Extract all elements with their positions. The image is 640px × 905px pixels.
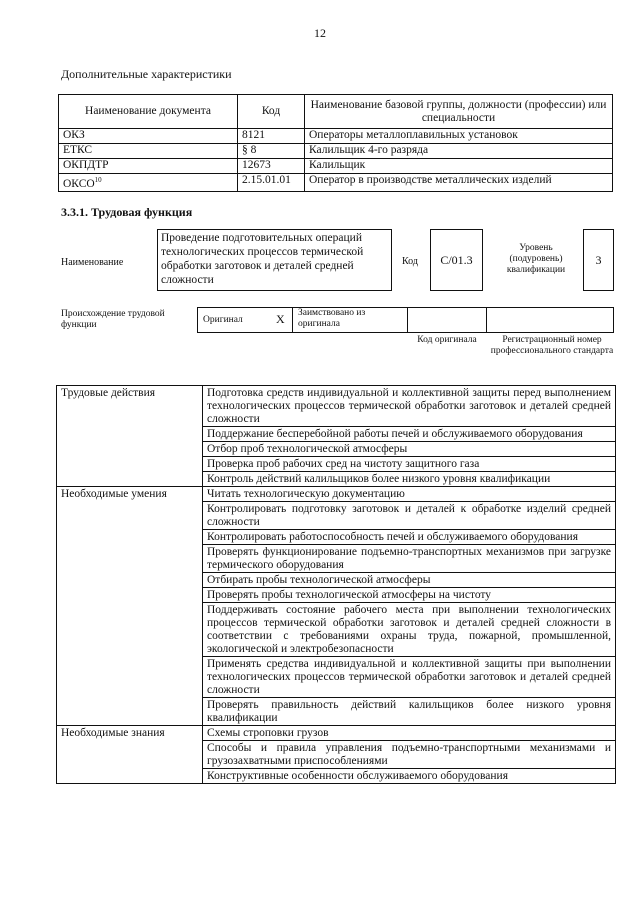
header-group-name: Наименование базовой группы, должности (профессии) или специальности (305, 95, 613, 129)
divider (486, 307, 487, 333)
detail-item: Проверять правильность действий калильщиков более низкого уровня квалификации (203, 698, 616, 726)
borrowed-label: Заимствовано из оригинала (298, 308, 366, 329)
divider (407, 307, 408, 333)
detail-item: Проверка проб рабочих сред на чистоту защитного газа (203, 457, 616, 472)
name-cell: Операторы металлоплавильных установок (305, 129, 613, 144)
name-cell: Оператор в производстве металлических изделий (305, 174, 613, 192)
origin-label: Происхождение трудовой функции (61, 309, 165, 330)
detail-item: Применять средства индивидуальной и коллективной защиты при выполнении технологических процессов термической обработки заготовок и деталей средней сложности (203, 657, 616, 698)
detail-item: Схемы строповки грузов (203, 726, 616, 741)
code-cell: 2.15.01.01 (238, 174, 305, 192)
reg-number-label: Регистрационный номер профессионального стандарта (490, 335, 614, 356)
code-label: Код (402, 256, 418, 267)
skills-label: Необходимые умения (57, 487, 203, 726)
doc-cell: ЕТКС (59, 144, 238, 159)
table-row (59, 144, 613, 159)
knowledge-label: Необходимые знания (57, 726, 203, 784)
detail-item: Подготовка средств индивидуальной и коллективной защиты перед выполнением технологических процессов термической обработки заготовок и деталей средней сложности (203, 386, 616, 427)
function-code-value: С/01.3 (430, 229, 483, 291)
section-title: Дополнительные характеристики (61, 67, 232, 81)
header-code: Код (238, 95, 305, 129)
doc-cell: ОКЗ (59, 129, 238, 144)
page-number: 12 (314, 26, 326, 40)
table-row (59, 174, 613, 192)
code-cell: § 8 (238, 144, 305, 159)
table-row (57, 726, 616, 741)
additional-characteristics-table (58, 94, 613, 192)
detail-item: Контроль действий калильщиков более низкого уровня квалификации (203, 472, 616, 487)
original-mark: X (276, 312, 285, 326)
function-heading: 3.3.1. Трудовая функция (61, 205, 193, 219)
header-document: Наименование документа (59, 95, 238, 129)
table-row (59, 159, 613, 174)
level-label: Уровень (подуровень) квалификации (506, 243, 566, 275)
code-cell: 8121 (238, 129, 305, 144)
function-name-value: Проведение подготовительных операций технологических процессов термической обработки заготовок и деталей средней сложности (157, 229, 392, 291)
detail-item: Способы и правила управления подъемно-транспортными механизмами и грузозахватными приспособлениями (203, 741, 616, 769)
detail-item: Поддерживать состояние рабочего места при выполнении технологических процессов термической обработки заготовок и деталей средней сложности в соответствии с требованиями охраны труда, пожарной, промышленной, экологической и электробезопасности (203, 603, 616, 657)
table-row (59, 129, 613, 144)
origin-row (197, 307, 614, 333)
code-original-label: Код оригинала (417, 335, 477, 345)
name-label: Наименование (61, 257, 124, 268)
function-details-table (56, 385, 616, 784)
table-header-row (59, 95, 613, 129)
detail-item: Отбор проб технологической атмосферы (203, 442, 616, 457)
table-row (57, 386, 616, 427)
original-label: Оригинал (203, 315, 243, 325)
detail-item: Отбирать пробы технологической атмосферы (203, 573, 616, 588)
detail-item: Читать технологическую документацию (203, 487, 616, 502)
doc-cell (59, 174, 238, 192)
code-cell: 12673 (238, 159, 305, 174)
divider (292, 307, 293, 333)
qualification-level-value: 3 (583, 229, 614, 291)
detail-item: Контролировать работоспособность печей и обслуживаемого оборудования (203, 530, 616, 545)
name-cell: Калильщик 4-го разряда (305, 144, 613, 159)
detail-item: Контролировать подготовку заготовок и деталей к обработке изделий средней сложности (203, 502, 616, 530)
name-cell: Калильщик (305, 159, 613, 174)
labor-actions-label: Трудовые действия (57, 386, 203, 487)
table-row (57, 487, 616, 502)
detail-item: Поддержание бесперебойной работы печей и обслуживаемого оборудования (203, 427, 616, 442)
footnote-ref: 10 (94, 176, 102, 184)
detail-item: Проверять пробы технологической атмосферы на чистоту (203, 588, 616, 603)
doc-cell: ОКПДТР (59, 159, 238, 174)
doc-name: ОКСО (63, 177, 95, 190)
detail-item: Проверять функционирование подъемно-транспортных механизмов при загрузке термического оборудования (203, 545, 616, 573)
detail-item: Конструктивные особенности обслуживаемого оборудования (203, 769, 616, 784)
